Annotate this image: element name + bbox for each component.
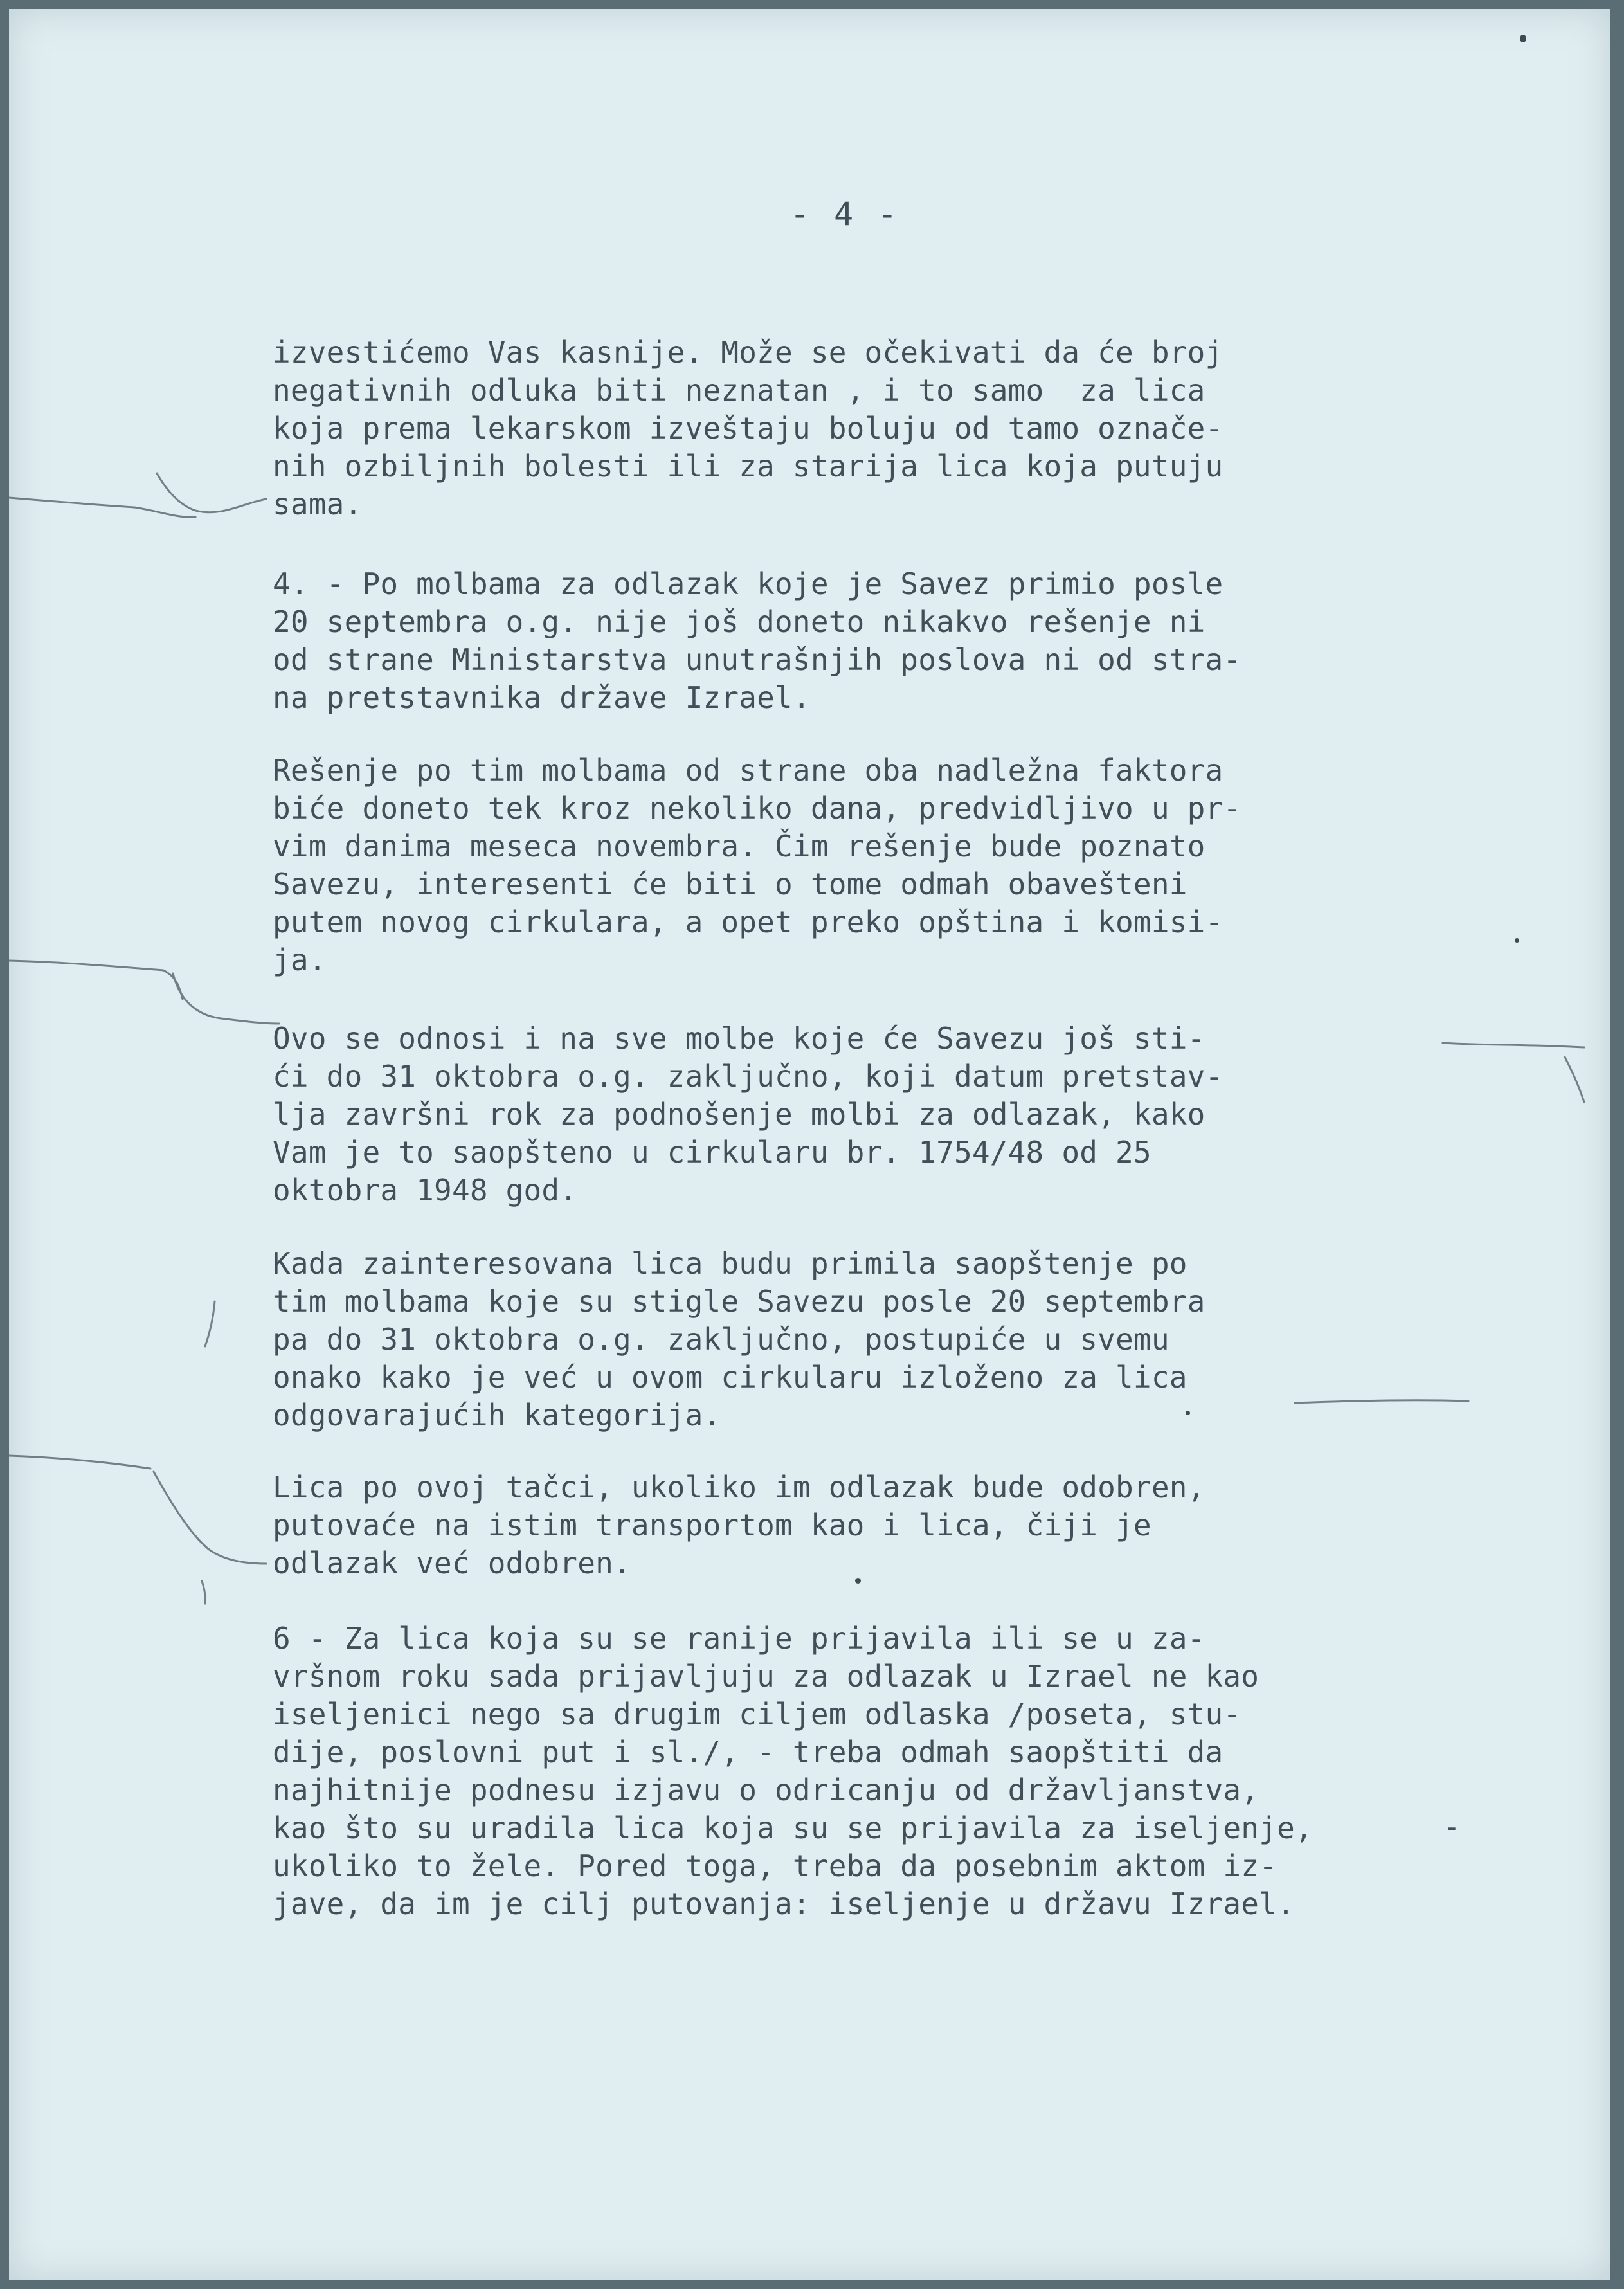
page-number: - 4 -: [789, 195, 900, 233]
text-line: nih ozbiljnih bolesti ili za starija lica koja putuju: [273, 449, 1223, 484]
text-line: jave, da im je cilj putovanja: iseljenje u državu Izrael.: [273, 1886, 1295, 1921]
text-line: vim danima meseca novembra. Čim rešenje bude poznato: [273, 829, 1205, 864]
text-line: od strane Ministarstva unutrašnjih poslova ni od stra-: [273, 642, 1241, 677]
paragraph-decision: [273, 752, 1462, 979]
text-line: tim molbama koje su stigle Savezu posle 20 septembra: [273, 1284, 1205, 1319]
margin-dash: -: [1443, 1809, 1461, 1844]
text-line: ukoliko to žele. Pored toga, treba da posebnim aktom iz-: [273, 1849, 1277, 1883]
text-line: putovaće na istim transportom kao i lica, čiji je: [273, 1508, 1151, 1543]
text-line: ći do 31 oktobra o.g. zaključno, koji datum pretstav-: [273, 1059, 1223, 1094]
text-line: pa do 31 oktobra o.g. zaključno, postupiće u svemu: [273, 1322, 1169, 1357]
text-line: onako kako je već u ovom cirkularu izloženo za lica: [273, 1360, 1187, 1395]
text-line: koja prema lekarskom izveštaju boluju od tamo označe-: [273, 411, 1223, 446]
text-line: dije, poslovni put i sl./, - treba odmah saopštiti da: [273, 1735, 1223, 1769]
paragraph-intro: [273, 334, 1462, 523]
text-line: Kada zainteresovana lica budu primila saopštenje po: [273, 1246, 1187, 1281]
paragraph-transport: [273, 1469, 1462, 1582]
text-line: vršnom roku sada prijavljuju za odlazak u Izrael ne kao: [273, 1659, 1259, 1694]
text-line: izvestićemo Vas kasnije. Može se očekivati da će broj: [273, 335, 1223, 370]
paragraph-notification: [273, 1245, 1462, 1434]
text-line: oktobra 1948 god.: [273, 1173, 578, 1208]
text-line: iseljenici nego sa drugim ciljem odlaska /poseta, stu-: [273, 1697, 1241, 1732]
text-line: Vam je to saopšteno u cirkularu br. 1754/48 od 25: [273, 1135, 1151, 1170]
text-line: Rešenje po tim molbama od strane oba nadležna faktora: [273, 753, 1223, 788]
document-page: [9, 9, 1610, 2280]
text-line: odgovarajućih kategorija.: [273, 1398, 721, 1433]
text-line: putem novog cirkulara, a opet preko opština i komisi-: [273, 905, 1223, 939]
text-line: sama.: [273, 487, 363, 521]
ink-speck: [1520, 35, 1526, 42]
text-line: Savezu, interesenti će biti o tome odmah obavešteni: [273, 867, 1187, 901]
text-line: biće doneto tek kroz nekoliko dana, predvidljivo u pr-: [273, 791, 1241, 826]
text-line: negativnih odluka biti neznatan , i to samo za lica: [273, 373, 1205, 408]
paragraph-deadline: [273, 1020, 1462, 1209]
text-line: najhitnije podnesu izjavu o odricanju od državljanstva,: [273, 1773, 1259, 1807]
text-line: lja završni rok za podnošenje molbi za odlazak, kako: [273, 1097, 1205, 1132]
paragraph-point-6: [273, 1620, 1462, 1923]
ink-speck: [1515, 938, 1519, 943]
text-line: 20 septembra o.g. nije još doneto nikakvo rešenje ni: [273, 604, 1205, 639]
text-line: Lica po ovoj tačci, ukoliko im odlazak bude odobren,: [273, 1470, 1205, 1505]
paragraph-point-4: [273, 565, 1462, 717]
text-line: na pretstavnika države Izrael.: [273, 680, 811, 715]
text-line: 6 - Za lica koja su se ranije prijavila ili se u za-: [273, 1621, 1205, 1656]
text-line: kao što su uradila lica koja su se prijavila za iseljenje,: [273, 1811, 1313, 1845]
text-line: ja.: [273, 943, 327, 977]
text-line: 4. - Po molbama za odlazak koje je Savez primio posle: [273, 566, 1223, 601]
text-line: Ovo se odnosi i na sve molbe koje će Savezu još sti-: [273, 1021, 1205, 1056]
text-line: odlazak već odobren.: [273, 1546, 631, 1580]
